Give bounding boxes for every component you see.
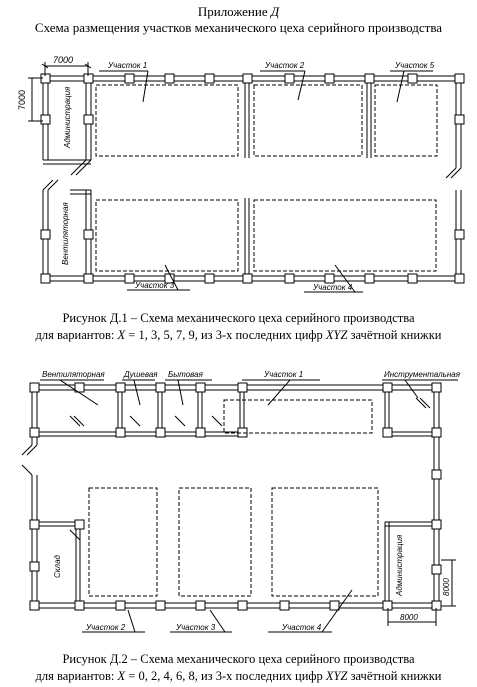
outer-walls [43, 76, 461, 281]
figure-1-caption: Рисунок Д.1 – Схема механического цеха серийного производства [62, 311, 415, 325]
figure-1-layout [0, 0, 477, 310]
label-area-2-2: Участок 2 [86, 623, 126, 632]
caption-2-values: = 0, 2, 4, 6, 8, из 3-х последних цифр [125, 669, 326, 683]
columns [41, 74, 464, 283]
dim-height-label: 7000 [17, 89, 27, 110]
appendix-letter: Д [270, 4, 280, 19]
work-areas-2 [89, 400, 378, 596]
leader-lines-2 [40, 380, 458, 632]
leader-lines [99, 71, 433, 292]
dimension-lines-2 [388, 560, 456, 626]
caption-1-xyz: XYZ [325, 328, 348, 342]
dim-width-label-2: 8000 [400, 613, 418, 622]
doors-2 [22, 398, 430, 540]
caption-1-x: X [117, 328, 126, 342]
label-area-3: Участок 3 [135, 281, 175, 290]
label-vent-2: Вентиляторная [42, 370, 105, 379]
work-areas [96, 85, 437, 271]
label-area-2: Участок 2 [265, 61, 305, 70]
label-area-5: Участок 5 [395, 61, 435, 70]
figure-2-variants [0, 669, 477, 684]
dim-height-label-2: 8000 [442, 578, 451, 596]
label-tools: Инструментальная [384, 370, 460, 379]
label-area-1-2: Участок 1 [264, 370, 304, 379]
dim-width-label: 7000 [53, 55, 74, 65]
label-storage: Склад [53, 555, 62, 578]
appendix-prefix: Приложение [197, 4, 271, 19]
page-title: Схема размещения участков механического цеха серийного производства [34, 20, 443, 35]
caption-1-prefix: для вариантов: [35, 328, 118, 342]
label-admin-2: Администрация [395, 534, 404, 596]
label-area-1: Участок 1 [108, 61, 148, 70]
dimension-lines [28, 62, 91, 121]
label-area-4-2: Участок 4 [282, 623, 322, 632]
caption-1-suffix: зачётной книжки [347, 328, 442, 342]
caption-1-values: = 1, 3, 5, 7, 9, из 3-х последних цифр [125, 328, 326, 342]
columns-2 [30, 383, 441, 610]
figure-1-variants [0, 328, 477, 343]
figure-2-caption: Рисунок Д.2 – Схема механического цеха серийного производства [62, 652, 415, 666]
caption-2-xyz: XYZ [325, 669, 348, 683]
label-household: Бытовая [168, 370, 203, 379]
label-admin: Администрация [63, 86, 72, 148]
label-shower: Душевая [124, 370, 158, 379]
caption-2-suffix: зачётной книжки [347, 669, 442, 683]
label-area-4: Участок 4 [313, 283, 353, 292]
label-area-3-2: Участок 3 [176, 623, 216, 632]
doors [43, 160, 461, 190]
outer-walls-2 [32, 385, 439, 608]
caption-2-x: X [117, 669, 126, 683]
label-vent: Вентиляторная [61, 202, 70, 265]
caption-2-prefix: для вариантов: [35, 669, 118, 683]
